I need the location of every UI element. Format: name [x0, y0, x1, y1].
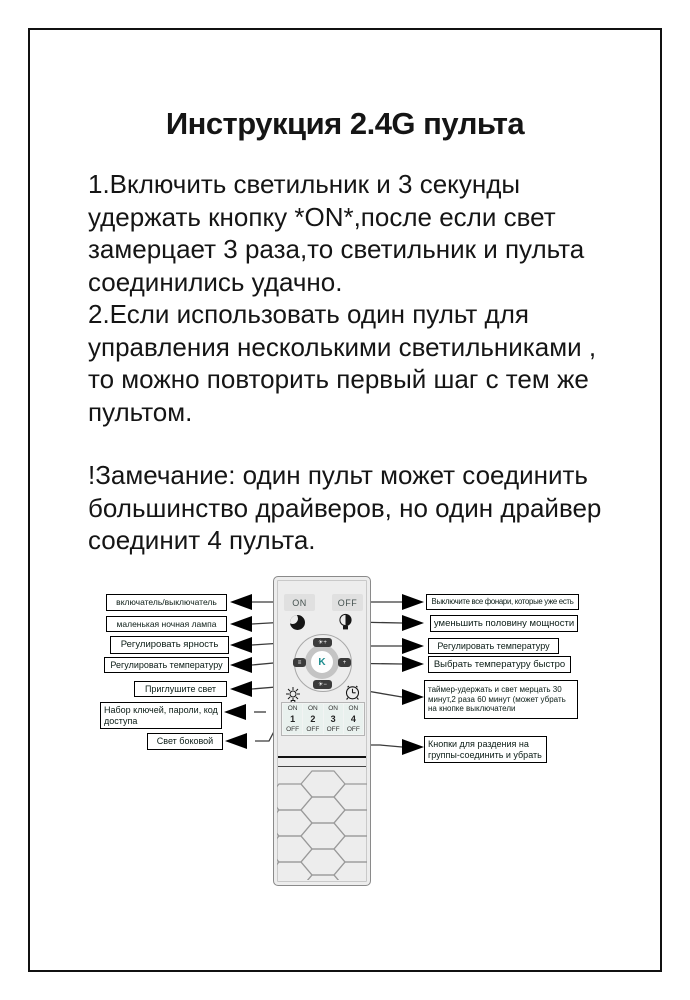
night-lamp-icon	[290, 615, 305, 630]
group-button-4	[344, 704, 363, 734]
paragraph-note: !Замечание: один пульт может соединить большинство драйверов, но один драйвер соединит 4 пульта.	[88, 460, 602, 555]
half-power-bulb-icon	[338, 613, 353, 632]
group1-number: 1	[290, 714, 296, 724]
arrowhead-right-icon	[402, 615, 424, 631]
arrowhead-left-icon	[224, 704, 246, 720]
group2-off-label: OFF	[306, 726, 320, 733]
group2-on-label: ON	[308, 705, 318, 712]
arrowhead-left-icon	[225, 733, 247, 749]
arrowhead-right-icon	[402, 594, 424, 610]
group-button-3	[324, 704, 343, 734]
paragraph-step2: 2.Если использовать один пульт для управления несколькими светильниками , то можно повторить первый шаг с тем же пультом.	[88, 299, 597, 427]
temperature-left-button: ≡	[293, 658, 306, 667]
arrowhead-left-icon	[230, 616, 252, 632]
callout-turn-off-all: Выключите все фонари, которые уже есть	[426, 594, 579, 610]
instruction-text	[88, 168, 602, 557]
callout-dim-light: Приглушите свет	[134, 681, 227, 697]
group4-on-label: ON	[348, 705, 359, 712]
temperature-right-button: +	[338, 658, 351, 667]
arrowhead-right-icon	[402, 638, 424, 654]
remote-control	[273, 576, 371, 886]
group-button-1	[283, 704, 302, 734]
callout-adjust-temperature-right: Регулировать температуру	[428, 638, 559, 654]
group-button-2	[303, 704, 322, 734]
callout-quick-temperature: Выбрать температуру быстро	[428, 656, 571, 673]
callout-half-power: уменьшить половину мощности	[430, 615, 578, 632]
callout-group-buttons: Кнопки для раздения на группы-соединить и убрать	[424, 736, 547, 763]
callout-timer: таймер-удержать и свет мерцать 30 минут,2 раза 60 минут (может убрать на кнопке выключатели	[424, 680, 578, 719]
arrowhead-right-icon	[402, 689, 424, 705]
callout-side-light: Свет боковой	[147, 733, 223, 750]
group-buttons-panel	[281, 702, 365, 736]
honeycomb-grip-texture	[277, 770, 367, 880]
divider-line-top	[278, 756, 366, 758]
off-button: OFF	[332, 594, 363, 611]
page-title: Инструкция 2.4G пульта	[165, 106, 525, 141]
group3-off-label: OFF	[326, 726, 340, 733]
arrowhead-right-icon	[402, 656, 424, 672]
group3-on-label: ON	[328, 705, 338, 712]
group3-number: 3	[330, 714, 336, 724]
callout-power-switch: включатель/выключатель	[106, 594, 227, 611]
brightness-down-button: ☀−	[313, 680, 332, 689]
arrowhead-left-icon	[230, 594, 252, 610]
group1-on-label: ON	[287, 705, 298, 712]
arrowhead-left-icon	[230, 637, 252, 653]
divider-line-bottom	[278, 766, 366, 767]
on-button: ON	[284, 594, 315, 611]
center-k-button: K	[314, 654, 330, 670]
arrowhead-right-icon	[402, 739, 424, 755]
group4-number: 4	[350, 714, 356, 724]
brightness-up-button: ☀+	[313, 638, 332, 647]
arrowhead-left-icon	[230, 681, 252, 697]
timer-clock-icon	[344, 684, 361, 701]
group4-off-label: OFF	[346, 726, 360, 733]
callout-keys-passwords: Набор ключей, пароли, код доступа	[100, 702, 222, 729]
callout-adjust-temperature-left: Регулировать температуру	[104, 657, 229, 673]
callout-night-lamp: маленькая ночная лампа	[106, 616, 227, 632]
callout-adjust-brightness: Регулировать ярность	[110, 636, 229, 654]
group1-off-label: OFF	[286, 726, 300, 733]
arrowhead-left-icon	[230, 657, 252, 673]
paragraph-step1: 1.Включить светильник и 3 секунды удержать кнопку *ON*,после если свет замерцает 3 раза,то светильник и пульта соединились удачно.	[88, 169, 585, 297]
group2-number: 2	[310, 714, 316, 724]
